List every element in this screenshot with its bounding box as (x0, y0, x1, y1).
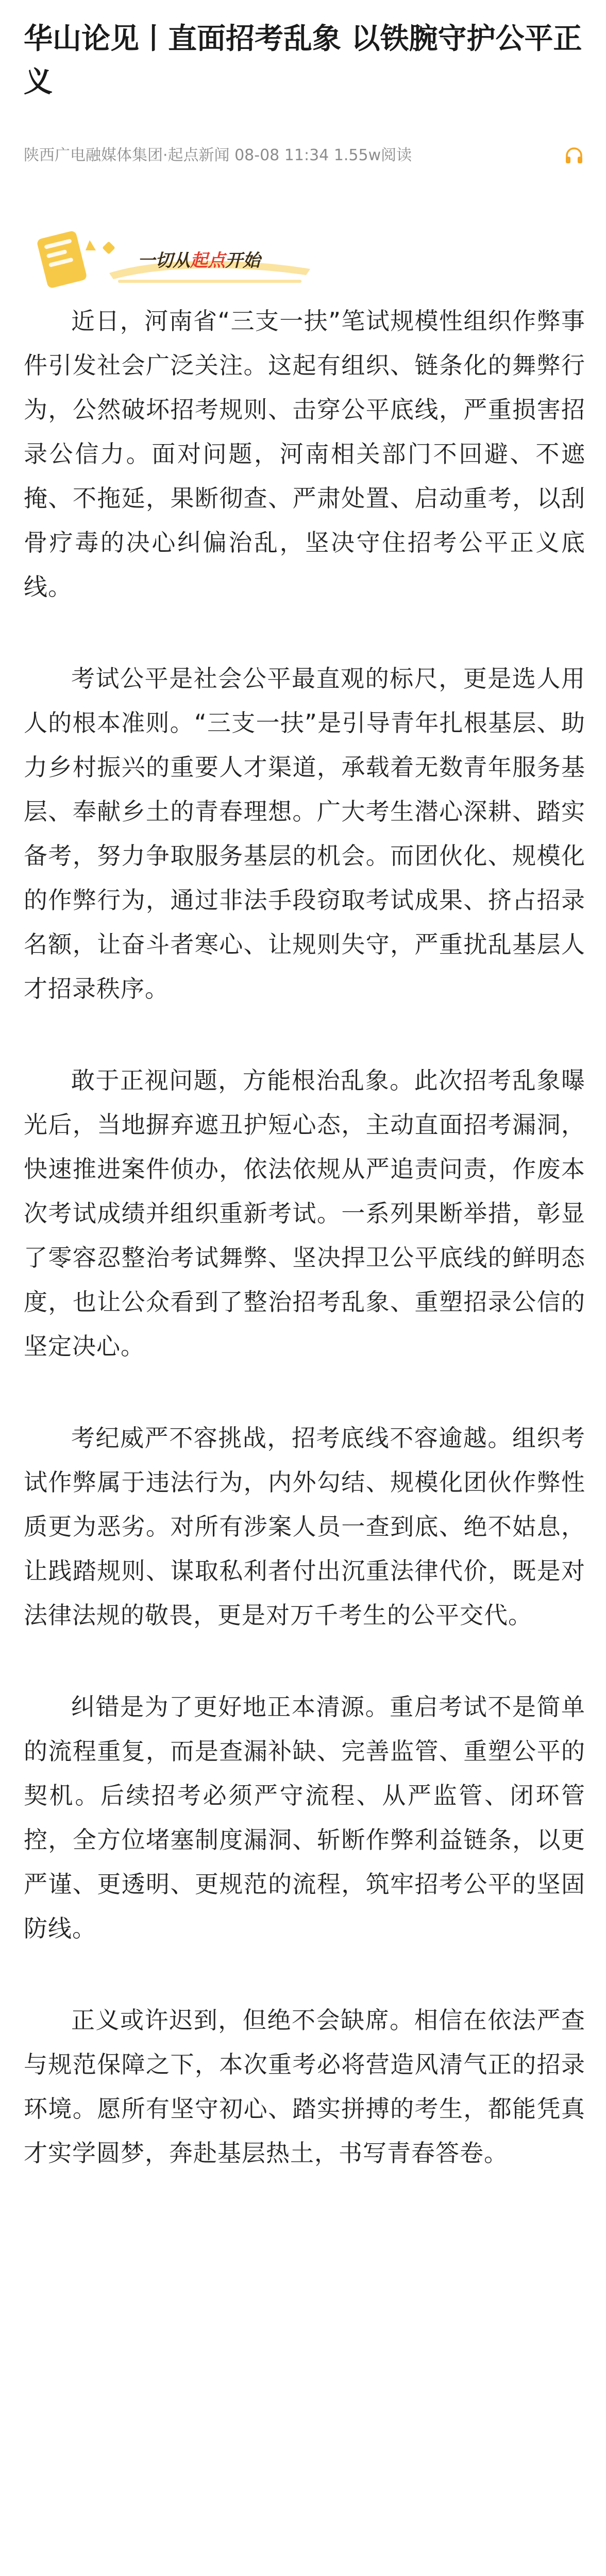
slogan-highlight: 起点 (190, 250, 225, 271)
slogan-banner (32, 222, 321, 299)
article-body (24, 299, 585, 2175)
paragraph: 纠错是为了更好地正本清源。重启考试不是简单的流程重复，而是查漏补缺、完善监管、重塑公平的契机。后续招考必须严守流程、从严监管、闭环管控，全方位堵塞制度漏洞、斩断作弊利益链条，以更严谨、更透明、更规范的流程，筑牢招考公平的坚固防线。 (24, 1693, 585, 1942)
paragraph: 考纪威严不容挑战，招考底线不容逾越。组织考试作弊属于违法行为，内外勾结、规模化团伙作弊性质更为恶劣。对所有涉案人员一查到底、绝不姑息，让践踏规则、谋取私利者付出沉重法律代价，既是对法律法规的敬畏，更是对万千考生的公平交代。 (24, 1424, 585, 1629)
paragraph: 正义或许迟到，但绝不会缺席。相信在依法严查与规范保障之下，本次重考必将营造风清气正的招录环境。愿所有坚守初心、踏实拼搏的考生，都能凭真才实学圆梦，奔赴基层热土，书写青春答卷。 (24, 2006, 585, 2167)
publisher-name[interactable]: 陕西广电融媒体集团·起点新闻 (24, 146, 230, 164)
paragraph: 敢于正视问题，方能根治乱象。此次招考乱象曝光后，当地摒弃遮丑护短心态，主动直面招考漏洞，快速推进案件侦办，依法依规从严追责问责，作废本次考试成绩并组织重新考试。一系列果断举措，彰显了零容忍整治考试舞弊、坚决捍卫公平底线的鲜明态度，也让公众看到了整治招考乱象、重塑招录公信的坚定决心。 (24, 1066, 585, 1360)
publish-time: 08-08 11:34 (234, 146, 329, 164)
article-meta (24, 145, 539, 166)
slogan-text: 一切从起点开始 (138, 250, 260, 271)
read-count: 1.55w阅读 (333, 146, 412, 164)
paragraph: 考试公平是社会公平最直观的标尺，更是选人用人的根本准则。“三支一扶”是引导青年扎根基层、助力乡村振兴的重要人才渠道，承载着无数青年服务基层、奉献乡土的青春理想。广大考生潜心深耕、踏实备考，努力争取服务基层的机会。而团伙化、规模化的作弊行为，通过非法手段窃取考试成果、挤占招录名额，让奋斗者寒心、让规则失守，严重扰乱基层人才招录秩序。 (24, 665, 585, 1003)
headphones-icon (564, 145, 584, 168)
listen-audio-button[interactable] (562, 144, 586, 169)
paragraph: 近日，河南省“三支一扶”笔试规模性组织作弊事件引发社会广泛关注。这起有组织、链条化的舞弊行为，公然破坏招考规则、击穿公平底线，严重损害招录公信力。面对问题，河南相关部门不回避、不遮掩、不拖延，果断彻查、严肃处置、启动重考，以刮骨疗毒的决心纠偏治乱，坚决守住招考公平正义底线。 (24, 307, 585, 601)
article-title: 华山论见丨直面招考乱象 以铁腕守护公平正义 (24, 22, 582, 99)
